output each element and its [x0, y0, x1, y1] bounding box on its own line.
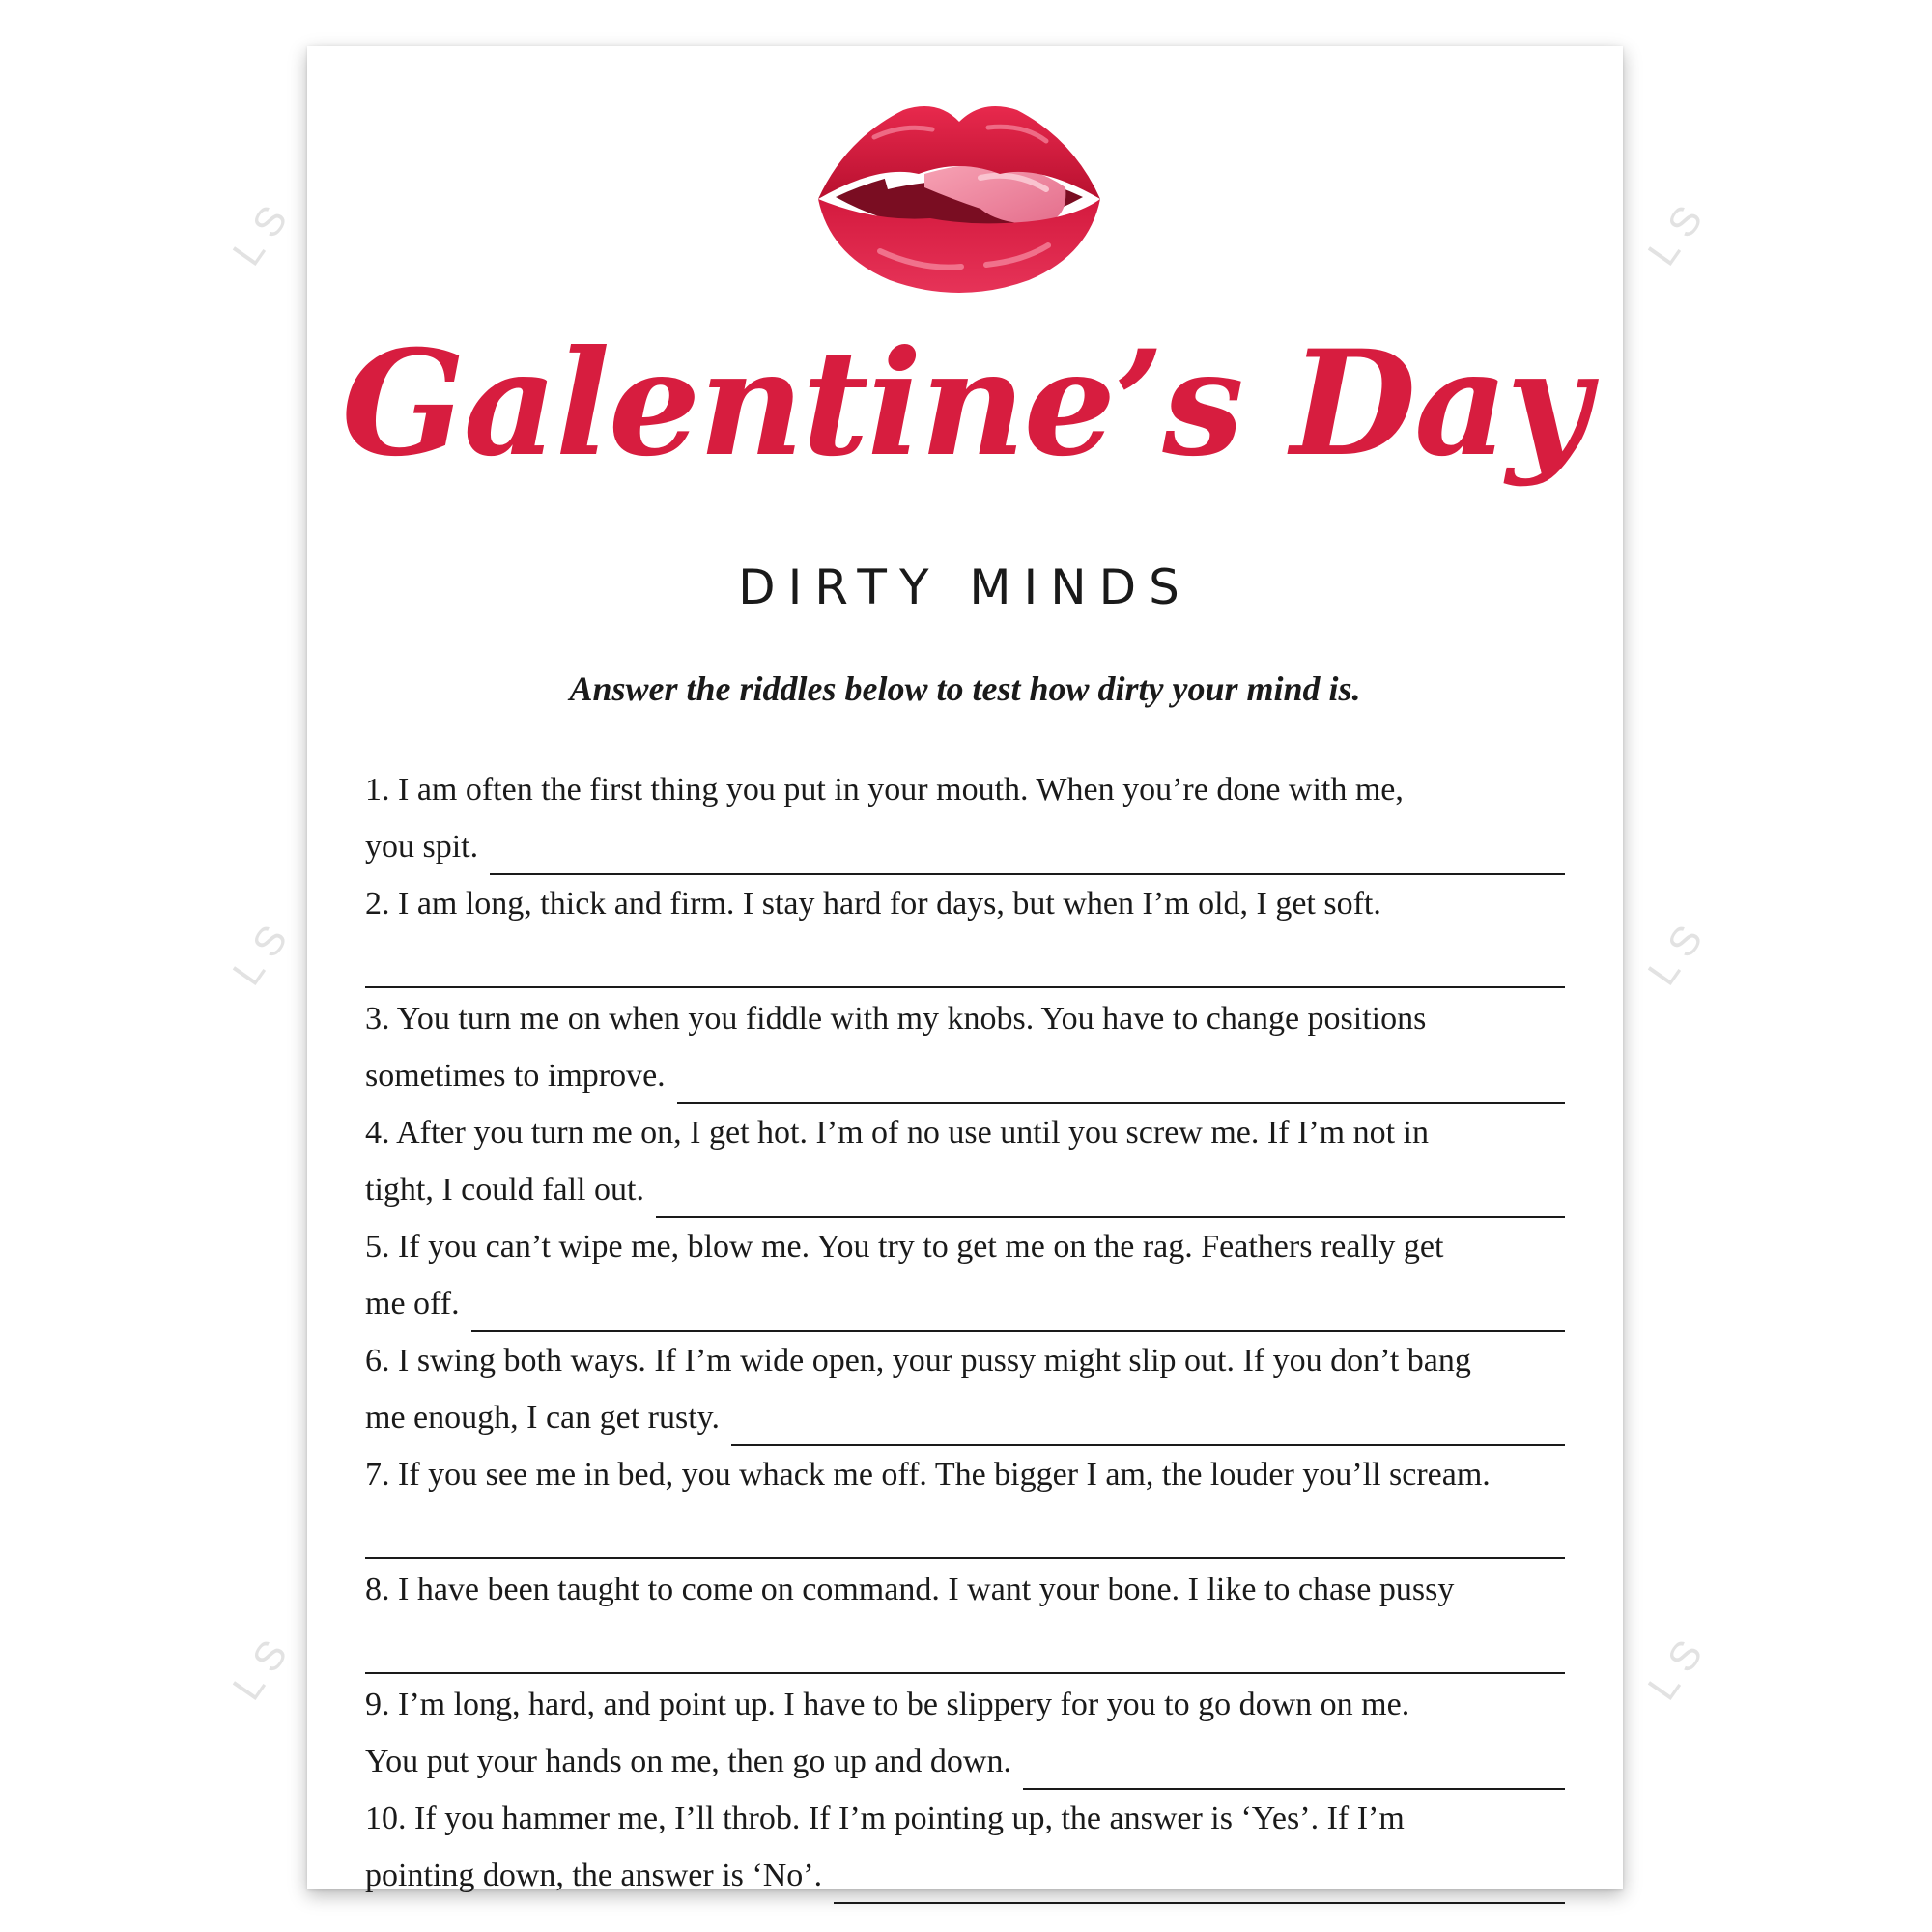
- watermark: LS: [223, 907, 303, 994]
- riddle-text: me enough, I can get rusty.: [365, 1400, 720, 1435]
- riddle-6: [365, 1332, 1565, 1446]
- page-title: Galentine’s Day: [341, 319, 1589, 489]
- answer-line[interactable]: [490, 838, 1565, 875]
- riddle-text: me off.: [365, 1286, 460, 1321]
- riddle-line: [365, 1847, 1565, 1904]
- riddle-line: [365, 1047, 1565, 1104]
- riddle-text: 9. I’m long, hard, and point up. I have to be slippery for you to go down on me.: [365, 1687, 1410, 1722]
- answer-line[interactable]: [365, 932, 1565, 988]
- riddle-line: [365, 1161, 1565, 1218]
- riddle-8: [365, 1561, 1565, 1674]
- answer-line[interactable]: [731, 1409, 1565, 1446]
- riddle-text: 6. I swing both ways. If I’m wide open, your pussy might slip out. If you don’t bang: [365, 1343, 1471, 1378]
- riddle-7: [365, 1446, 1565, 1559]
- answer-line[interactable]: [471, 1295, 1565, 1332]
- riddle-list: [365, 761, 1565, 1904]
- riddle-10: [365, 1790, 1565, 1904]
- lips-icon: [816, 81, 1102, 299]
- riddle-line: [365, 818, 1565, 875]
- answer-line[interactable]: [677, 1067, 1565, 1104]
- riddle-text: 4. After you turn me on, I get hot. I’m of no use until you screw me. If I’m not in: [365, 1115, 1429, 1151]
- riddle-text: you spit.: [365, 829, 479, 865]
- instructions: Answer the riddles below to test how dirty your mind is.: [569, 669, 1361, 708]
- answer-line[interactable]: [365, 1503, 1565, 1559]
- riddle-text: pointing down, the answer is ‘No’.: [365, 1858, 823, 1893]
- riddle-3: [365, 990, 1565, 1104]
- game-card: [307, 46, 1623, 1893]
- riddle-2: [365, 875, 1565, 988]
- riddle-text: You put your hands on me, then go up and down.: [365, 1744, 1011, 1779]
- page-subtitle: DIRTY MINDS: [738, 559, 1192, 615]
- riddle-text: sometimes to improve.: [365, 1058, 666, 1094]
- riddle-text: tight, I could fall out.: [365, 1172, 644, 1208]
- watermark: LS: [1638, 1622, 1719, 1709]
- riddle-text: 8. I have been taught to come on command. I want your bone. I like to chase pussy: [365, 1572, 1455, 1607]
- watermark: LS: [223, 187, 303, 274]
- riddle-5: [365, 1218, 1565, 1332]
- riddle-line: [365, 1733, 1565, 1790]
- watermark: LS: [1638, 907, 1719, 994]
- riddle-4: [365, 1104, 1565, 1218]
- answer-line[interactable]: [365, 1618, 1565, 1674]
- riddle-9: [365, 1676, 1565, 1790]
- riddle-text: 10. If you hammer me, I’ll throb. If I’m pointing up, the answer is ‘Yes’. If I’m: [365, 1801, 1405, 1836]
- riddle-1: [365, 761, 1565, 875]
- riddle-line: [365, 1389, 1565, 1446]
- riddle-text: 7. If you see me in bed, you whack me off. The bigger I am, the louder you’ll scream.: [365, 1457, 1491, 1492]
- answer-line[interactable]: [834, 1867, 1565, 1904]
- riddle-text: 5. If you can’t wipe me, blow me. You try to get me on the rag. Feathers really get: [365, 1229, 1444, 1264]
- riddle-text: 2. I am long, thick and firm. I stay hard for days, but when I’m old, I get soft.: [365, 886, 1381, 922]
- answer-line[interactable]: [656, 1181, 1565, 1218]
- riddle-text: 3. You turn me on when you fiddle with my knobs. You have to change positions: [365, 1001, 1427, 1037]
- riddle-text: 1. I am often the first thing you put in your mouth. When you’re done with me,: [365, 772, 1404, 808]
- watermark: LS: [223, 1622, 303, 1709]
- riddle-line: [365, 1275, 1565, 1332]
- answer-line[interactable]: [1023, 1753, 1565, 1790]
- watermark: LS: [1638, 187, 1719, 274]
